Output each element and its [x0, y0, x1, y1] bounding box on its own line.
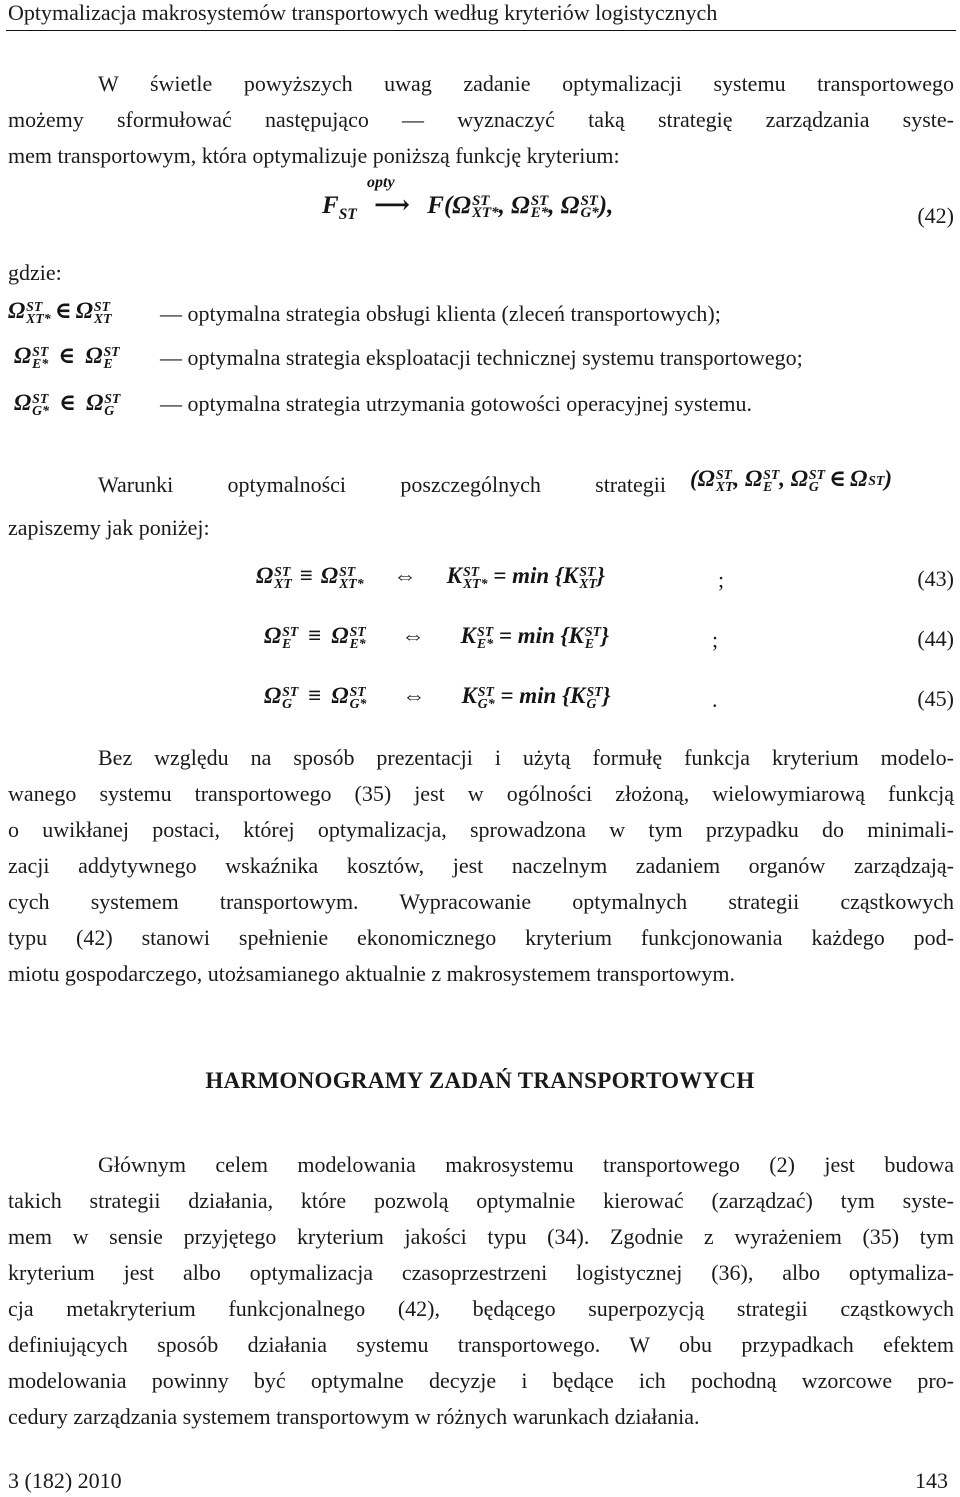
equation-number: (42) — [917, 203, 954, 228]
paragraph-line: cja metakryterium funkcjonalnego (42), będącego superpozycją strategii cząstkowych — [8, 1296, 954, 1321]
paragraph-line: wanego systemu transportowego (35) jest w ogólności złożoną, wielowymiarową funkcją — [8, 781, 954, 806]
paragraph-line: zacji addytywnego wskaźnika kosztów, jest naczelnym zadaniem organów zarządzają- — [8, 853, 954, 878]
where-formula-e: Ω ST E* ∈ Ω ST E — [14, 343, 120, 371]
where-formula-g: Ω ST G* ∈ Ω ST G — [14, 390, 121, 418]
paragraph-line: Bez względu na sposób prezentacji i użytą formułę funkcja kryterium modelo- — [98, 745, 954, 770]
equation-number: (43) — [917, 566, 954, 591]
paragraph-line: kryterium jest albo optymalizacja czasoprzestrzeni logistycznej (36), albo optymaliza- — [8, 1260, 954, 1285]
equation-45-formula: Ω ST G ≡ Ω ST G* ⇔ K ST G* = min {K ST G } — [264, 683, 611, 711]
running-header: Optymalizacja makrosystemów transportowych według kryteriów logistycznych — [8, 0, 718, 25]
equation-44-formula: Ω ST E ≡ Ω ST E* ⇔ K ST E* = min {K ST E } — [264, 623, 610, 651]
paragraph-line: o uwikłanej postaci, której optymalizacja, sprowadzona w tym przypadku do minimali- — [8, 817, 954, 842]
where-label: gdzie: — [8, 260, 62, 285]
equation-punct: ; — [718, 567, 725, 592]
paragraph-line: miotu gospodarczego, utożsamianego aktualnie z makrosystemem transportowym. — [8, 961, 736, 986]
equation-punct: ; — [712, 627, 719, 652]
conditions-formula: (Ω ST XT , Ω ST E , Ω ST G ∈ Ω ST ) — [690, 466, 893, 494]
paragraph-line: mem w sensie przyjętego kryterium jakości typu (34). Zgodnie z wyrażeniem (35) tym — [8, 1224, 954, 1249]
conditions-line: Warunki optymalności poszczególnych strategii — [98, 472, 666, 497]
where-item: — optymalna strategia eksploatacji technicznej systemu transportowego; — [160, 345, 803, 370]
header-rule — [6, 30, 956, 31]
paragraph-line: typu (42) stanowi spełnienie ekonomicznego kryterium funkcjonowania każdego pod- — [8, 925, 954, 950]
where-item: — optymalna strategia utrzymania gotowości operacyjnej systemu. — [160, 391, 753, 416]
paragraph-line: definiujących sposób działania systemu transportowego. W obu przypadkach efektem — [8, 1332, 954, 1357]
conditions-line: zapiszemy jak poniżej: — [8, 515, 210, 540]
paragraph-line: modelowania powinny być optymalne decyzje i będące ich pochodną wzorcowe pro- — [8, 1368, 954, 1393]
paragraph-line: Głównym celem modelowania makrosystemu transportowego (2) jest budowa — [98, 1152, 954, 1177]
paragraph-line: cych systemem transportowym. Wypracowanie optymalnych strategii cząstkowych — [8, 889, 954, 914]
paragraph-line: takich strategii działania, które pozwolą optymalnie kierować (zarządzać) tym syste- — [8, 1188, 954, 1213]
intro-line: możemy sformułować następująco — wyznaczyć taką strategię zarządzania syste- — [8, 107, 954, 132]
where-formula-xt: Ω ST XT* ∈ Ω ST XT — [8, 298, 112, 326]
equation-number: (45) — [917, 686, 954, 711]
where-item: — optymalna strategia obsługi klienta (zleceń transportowych); — [160, 301, 721, 326]
section-heading: HARMONOGRAMY ZADAŃ TRANSPORTOWYCH — [205, 1068, 755, 1093]
equation-42-formula: $F_{ST}$ opty ⟶ F(Ω ST XT* , Ω ST E* , Ω ST G* ), — [322, 174, 614, 223]
paragraph-line: cedury zarządzania systemem transportowym w różnych warunkach działania. — [8, 1404, 700, 1429]
optym-label: opty — [367, 174, 395, 191]
intro-line: mem transportowym, która optymalizuje poniższą funkcję kryterium: — [8, 143, 620, 168]
page-number: 143 — [915, 1468, 948, 1493]
equation-number: (44) — [917, 626, 954, 651]
intro-line: W świetle powyższych uwag zadanie optymalizacji systemu transportowego — [98, 71, 954, 96]
footer-issue: 3 (182) 2010 — [8, 1468, 122, 1493]
equation-43-formula: Ω ST XT ≡ Ω ST XT* ⇔ K ST XT* = min {K ST XT } — [256, 563, 605, 591]
equation-punct: . — [712, 687, 718, 712]
